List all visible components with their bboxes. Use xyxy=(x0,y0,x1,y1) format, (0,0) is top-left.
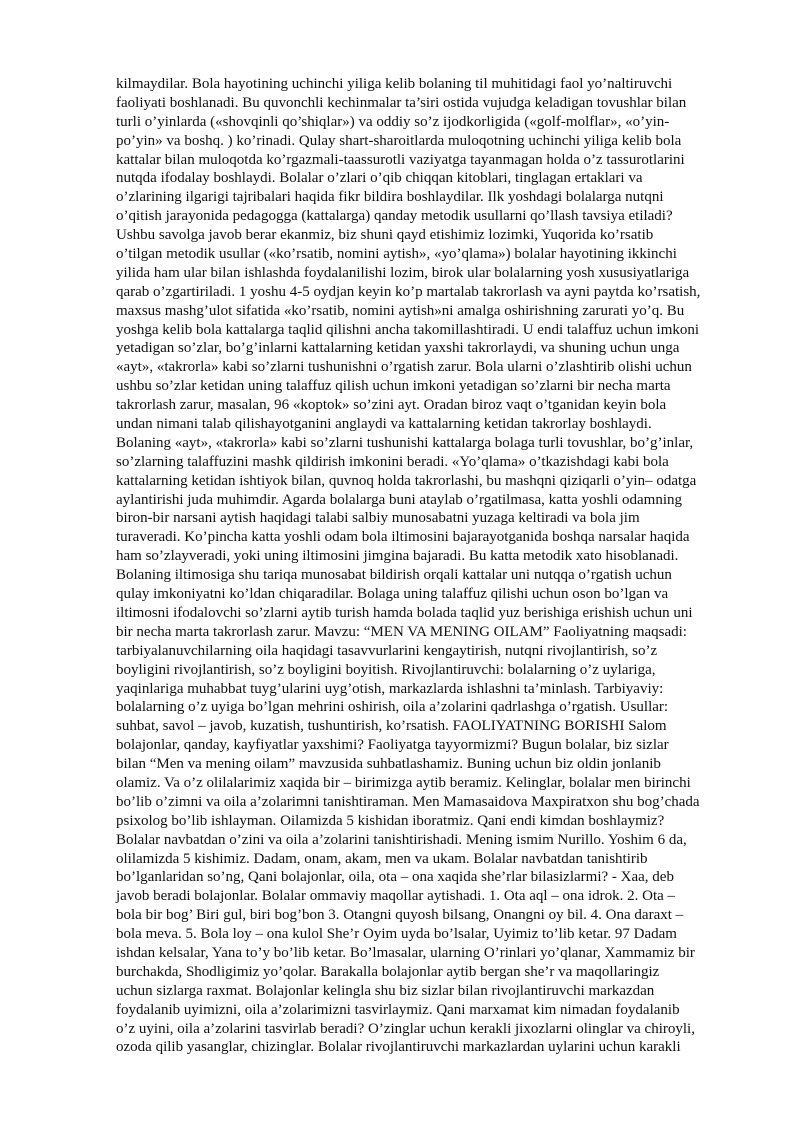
body-text xyxy=(116,75,741,1057)
text-line: Bolaning iltimosiga shu tariqa munosabat bildirish orqali kattalar uni nutqqa o’rgatish uchun xyxy=(116,567,672,584)
text-line: iltimosni ifodalovchi so’zlarni aytib turish hamda bolada taqlid yuz berishiga erishish uchun uni xyxy=(116,604,693,621)
text-line: suhbat, savol – javob, kuzatish, tushuntirish, ko’rsatish. FAOLIYATNING BORISHI Salom xyxy=(116,718,667,735)
text-line: turaveradi. Ko’pincha katta yoshli odam bola iltimosini bajarayotganida boshqa narsalar haqida xyxy=(116,529,690,546)
text-line: javob beradi bolajonlar. Bolalar ommaviy maqollar aytishadi. 1. Ota aql – ona idrok. 2. Ota – xyxy=(116,888,676,905)
text-line: kattalar bilan muloqotda ko’rgazmali-taassurotli vaziyatga tayanmagan holda o’z tassurotlarini xyxy=(116,151,685,168)
text-line: bola meva. 5. Bola loy – ona kulol She’r Oyim uyda bo’lsalar, Uyimiz to’lib ketar. 97 Dadam xyxy=(116,926,677,943)
text-line: o’zlarining ilgarigi tajribalari haqida fikr bildira boshlaydilar. Ilk yoshdagi bolalarga nutqni xyxy=(116,189,664,206)
text-line: Ushbu savolga javob berar ekanmiz, biz shuni qayd etishimiz lozimki, Yuqorida ko’rsatib xyxy=(116,227,654,244)
text-line: bola bir bog’ Biri gul, biri bog’bon 3. Otangni quyosh bilsang, Onangni oy bil. 4. Ona daraxt – xyxy=(116,907,684,924)
text-line: yetadigan so’zlar, bo’g’inlarni kattalarning ketidan yaxshi takrorlaydi, va shuning uchun unga xyxy=(116,340,680,357)
text-line: Bolalar navbatdan o’zini va oila a’zolarini tanishtirishadi. Mening ismim Nurillo. Yoshim 6 da, xyxy=(116,831,687,848)
text-line: bo’lganlaridan so’ng, Qani bolajonlar, oila, ota – ona xaqida she’rlar bilasizlarmi? - Xaa, deb xyxy=(116,869,674,886)
text-line: bolalarning o’z uyiga bo’lgan mehrini oshirish, oila a’zolarini qadrlashga o’rgatish. Usullar: xyxy=(116,699,669,716)
text-line: biron-bir narsani aytish haqidagi talabi salbiy munosabatni yuzaga keltiradi va bola jim xyxy=(116,510,640,527)
text-line: psixolog bo’lib ishlayman. Oilamizda 5 kishidan iboratmiz. Qani endi kimdan boshlaymiz? xyxy=(116,812,665,829)
text-line: yaqinlariga muhabbat tuyg’ularini uyg’otish, markazlarda ishlashni ta’minlash. Tarbiyaviy: xyxy=(116,680,664,697)
text-line: yilida ham ular bilan ishlashda foydalanilishi lozim, birok ular bolalarning yosh xususiyatlariga xyxy=(116,264,690,281)
text-line: tarbiyalanuvchilarning oila haqidagi tasavvurlarini kengaytirish, nutqni rivojlantirish, so’z xyxy=(116,642,658,659)
text-line: foydalanib uyimizni, oila a’zolarimizni tasvirlaymiz. Qani marxamat kim nimadan foydalanib xyxy=(116,1001,680,1018)
text-line: nutqda ifodalay boshlaydi. Bolalar o’zlari o’qib chiqqan kitoblari, tinglagan ertaklari va xyxy=(116,170,643,187)
text-line: bir necha marta takrorlash zarur. Mavzu: “MEN VA MENING OILAM” Faoliyatning maqsadi: xyxy=(116,623,687,640)
text-line: takrorlash zarur, masalan, 96 «koptok» so’zini ayt. Oradan biroz vaqt o’tganidan keyin bola xyxy=(116,397,667,414)
text-line: so’zlarning talaffuzini mashk qildirish imkonini beradi. «Yo’qlama» o’tkazishdagi kabi bola xyxy=(116,453,669,470)
text-line: bolajonlar, qanday, kayfiyatlar yaxshimi? Faoliyatga tayyormizmi? Bugun bolalar, biz sizlar xyxy=(116,737,669,754)
text-line: qarab o’zgartiriladi. 1 yoshu 4-5 oydjan keyin ko’p martalab takrorlash va ayni paytda ko’rsatish, xyxy=(116,283,701,300)
text-line: maxsus mashg’ulot sifatida «ko’rsatib, nomini aytish»ni amalga oshirishning zarurati yo’q. Bu xyxy=(116,302,685,319)
text-line: bo’lib o’zimni va oila a’zolarimni tanishtiraman. Men Mamasaidova Maxpiratxon shu bog’chada xyxy=(116,793,700,810)
text-line: turli o’yinlarda («shovqinli qo’shiqlar») va oddiy so’z ijodkorligida («golf-molflar», «o’yin- xyxy=(116,113,670,130)
document-page xyxy=(116,75,741,1057)
text-line: bilan “Men va mening oilam” mavzusida suhbatlashamiz. Buning uchun biz oldin jonlanib xyxy=(116,756,661,773)
text-line: kilmaydilar. Bola hayotining uchinchi yiliga kelib bolaning til muhitidagi faol yo’naltiruvchi xyxy=(116,76,673,92)
text-line: ishdan kelsalar, Yana to’y bo’lib ketar. Bo’lmasalar, ularning O’rinlari yo’qlanar, Xammamiz bir xyxy=(116,944,695,961)
text-line: yoshga kelib bola kattalarga taqlid qilishni ancha takomillashtiradi. U endi talaffuz uchun imkoni xyxy=(116,321,700,338)
text-line: o’z uyini, oila a’zolarini tasvirlab beradi? O’zinglar uchun kerakli jixozlarni olinglar va chiroyli, xyxy=(116,1020,695,1037)
text-line: o’tilgan metodik usullar («ko’rsatib, nomini aytish», «yo’qlama») bolalar hayotining ikkinchi xyxy=(116,246,677,263)
text-line: kattalarning ketidan ishtiyok bilan, quvnoq holda takrorlashi, bu mashqni qiziqarli o’yin– odatga xyxy=(116,472,697,489)
text-line: faoliyati boshlanadi. Bu quvonchli kechinmalar ta’siri ostida vujudga keladigan tovushlar bilan xyxy=(116,94,687,111)
text-line: ozoda qilib yasanglar, chizinglar. Bolalar rivojlantiruvchi markazlardan uylarini uchun karakli xyxy=(116,1039,681,1056)
text-line: Bolaning «ayt», «takrorla» kabi so’zlarni tushunishi kattalarga bolaga turli tovushlar, bo’g’inlar, xyxy=(116,434,694,451)
text-line: ushbu so’zlar ketidan uning talaffuz qilish uchun imkoni yetadigan so’zlarni bir necha marta xyxy=(116,378,671,395)
text-line: aylantirishi juda muhimdir. Agarda bolalarga buni ataylab o’rgatilmasa, katta yoshli odamning xyxy=(116,491,682,508)
text-line: o’qitish jarayonida pedagogga (kattalarga) qanday metodik usullarni qo’llash tavsiya etiladi? xyxy=(116,208,673,225)
text-line: burchakda, Shodligimiz yo’qolar. Barakalla bolajonlar aytib bergan she’r va maqollaringiz xyxy=(116,963,660,980)
text-line: po’yin» va boshq. ) ko’rinadi. Qulay shart-sharoitlarda muloqotning uchinchi yiliga kelib bola xyxy=(116,132,682,149)
text-line: olamiz. Va o’z olilalarimiz xaqida bir – birimizga aytib beramiz. Kelinglar, bolalar men birinchi xyxy=(116,774,691,791)
text-line: ham so’zlayveradi, yoki uning iltimosini jimgina bajaradi. Bu katta metodik xato hisoblanadi. xyxy=(116,548,679,565)
text-line: boyligini rivojlantirish, so’z boyligini boyitish. Rivojlantiruvchi: bolalarning o’z uylariga, xyxy=(116,661,656,678)
text-line: qulay imkoniyatni ko’ldan chiqaradilar. Bolaga uning talaffuz qilishi uchun oson bo’lgan va xyxy=(116,586,669,603)
text-line: uchun sizlarga raxmat. Bolajonlar kelingla shu biz sizlar bilan rivojlantiruvchi markazdan xyxy=(116,982,655,999)
text-line: «ayt», «takrorla» kabi so’zlarni tushunishni o’rgatish zarur. Bola ularni o’zlashtirib olishi uchun xyxy=(116,359,692,376)
text-line: olilamizda 5 kishimiz. Dadam, onam, akam, men va ukam. Bolalar navbatdan tanishtirib xyxy=(116,850,648,867)
text-line: undan nimani talab qilishayotganini anglaydi va kattalarning ketidan takrorlay boshlaydi. xyxy=(116,416,652,433)
